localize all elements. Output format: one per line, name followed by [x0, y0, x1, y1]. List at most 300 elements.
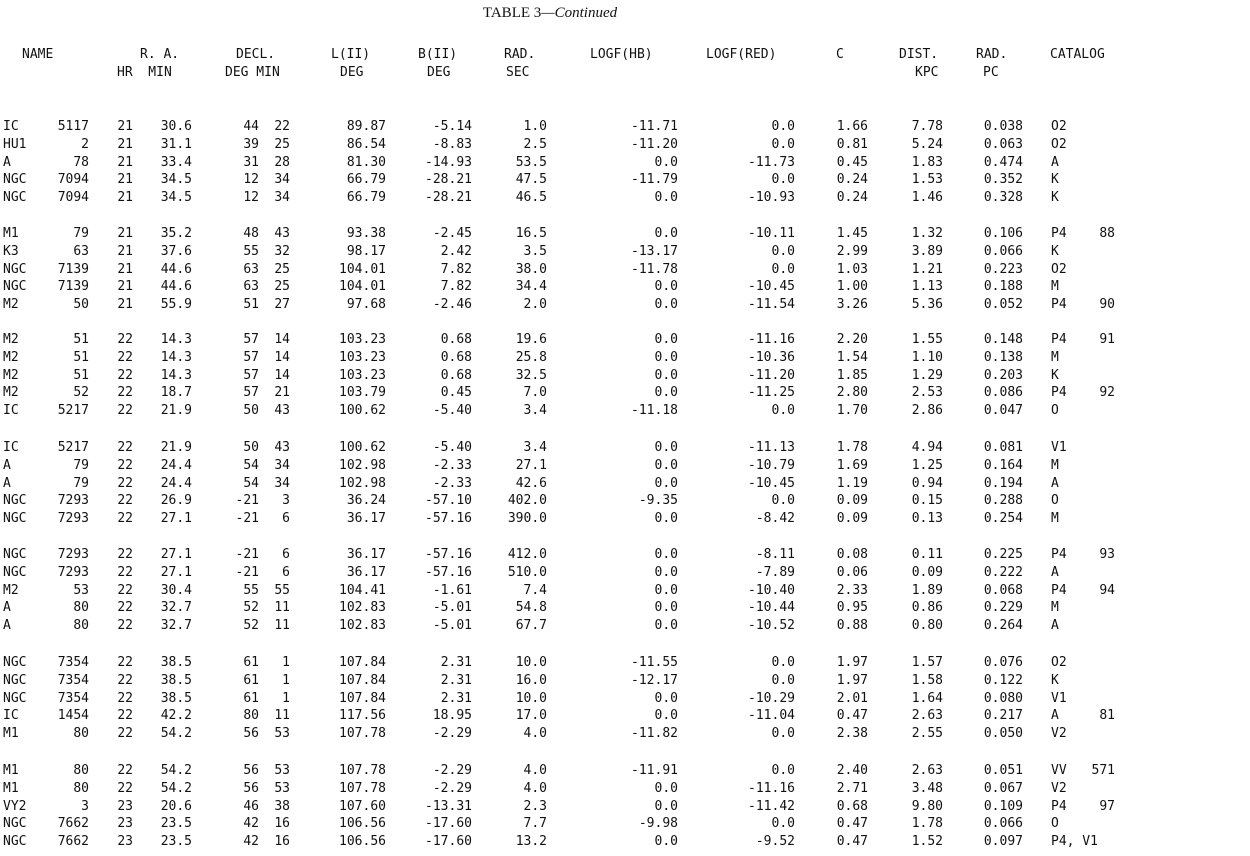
cell-l2-deg: 36.17	[346, 547, 386, 562]
cell-name-prefix: M1	[3, 763, 19, 778]
cell-name-number: 80	[73, 618, 89, 634]
cell-catalog: A	[1051, 708, 1059, 724]
cell-l2-deg: 107.84	[339, 655, 386, 670]
table-row	[0, 707, 1250, 724]
cell-b2-deg: 0.68	[440, 349, 472, 365]
header-rad-pc: RAD.	[976, 47, 1008, 62]
cell-name-number: 79	[73, 457, 89, 473]
cell-c: 2.38	[836, 726, 868, 742]
cell-rad-sec: 412.0	[507, 547, 547, 562]
cell-ra-hour: 22	[117, 763, 133, 778]
cell-decl-min: 34	[274, 475, 290, 491]
cell-catalog: K	[1051, 672, 1059, 688]
cell-ra-min: 18.7	[160, 385, 192, 401]
cell-logf-hb: 0.0	[654, 332, 678, 347]
cell-dist: 2.55	[911, 726, 943, 742]
cell-b2-deg: -57.16	[425, 547, 472, 562]
header-l2: L(II)	[331, 47, 371, 62]
cell-b2-deg: -2.46	[432, 297, 472, 313]
cell-name-prefix: NGC	[3, 493, 27, 509]
cell-logf-hb: 0.0	[654, 190, 678, 206]
cell-ra-hour: 22	[117, 367, 133, 383]
cell-ra-min: 38.5	[160, 672, 192, 688]
cell-b2-deg: -5.40	[432, 440, 472, 455]
cell-name-number: 7293	[57, 511, 89, 527]
cell-c: 1.97	[836, 655, 868, 670]
cell-logf-red: 0.0	[771, 119, 795, 134]
cell-c: 1.03	[836, 261, 868, 277]
cell-decl-deg: 56	[243, 763, 259, 778]
cell-catalog: K	[1051, 190, 1059, 206]
cell-ra-min: 14.3	[160, 332, 192, 347]
cell-rad-sec: 17.0	[515, 708, 547, 724]
cell-l2-deg: 103.79	[339, 385, 386, 401]
cell-catalog-ref: 92	[1099, 385, 1115, 401]
cell-rad-pc: 0.188	[983, 279, 1023, 295]
cell-logf-hb: -11.79	[631, 172, 678, 188]
cell-name-number: 3	[81, 798, 89, 814]
cell-logf-red: -11.54	[748, 297, 795, 313]
cell-rad-sec: 7.4	[523, 582, 547, 598]
cell-l2-deg: 104.01	[339, 261, 386, 277]
cell-rad-sec: 46.5	[515, 190, 547, 206]
cell-catalog-ref: 93	[1099, 547, 1115, 562]
cell-logf-red: -11.25	[748, 385, 795, 401]
cell-c: 0.24	[836, 172, 868, 188]
cell-catalog: O	[1051, 493, 1059, 509]
cell-name-prefix: NGC	[3, 547, 27, 562]
cell-name-number: 7354	[57, 690, 89, 706]
cell-decl-min: 1	[282, 672, 290, 688]
cell-decl-min: 28	[274, 154, 290, 170]
cell-rad-sec: 2.3	[523, 798, 547, 814]
cell-decl-min: 53	[274, 763, 290, 778]
cell-dist: 1.13	[911, 279, 943, 295]
cell-decl-deg: 50	[243, 403, 259, 419]
header-decl-units: DEG MIN	[225, 65, 280, 80]
cell-c: 1.66	[836, 119, 868, 134]
cell-ra-min: 27.1	[160, 547, 192, 562]
header-b2-units: DEG	[427, 65, 451, 80]
cell-l2-deg: 81.30	[346, 154, 386, 170]
cell-rad-pc: 0.223	[983, 261, 1023, 277]
cell-logf-red: 0.0	[771, 655, 795, 670]
cell-ra-hour: 21	[117, 243, 133, 259]
cell-decl-deg: 42	[243, 816, 259, 832]
cell-ra-hour: 21	[117, 136, 133, 152]
cell-ra-min: 30.4	[160, 582, 192, 598]
cell-decl-min: 53	[274, 780, 290, 796]
cell-ra-min: 27.1	[160, 564, 192, 580]
cell-rad-sec: 38.0	[515, 261, 547, 277]
cell-l2-deg: 102.98	[339, 475, 386, 491]
header-l2-units: DEG	[340, 65, 364, 80]
header-b2: B(II)	[418, 47, 458, 62]
cell-b2-deg: 0.45	[440, 385, 472, 401]
cell-logf-hb: 0.0	[654, 154, 678, 170]
cell-decl-deg: 61	[243, 672, 259, 688]
cell-logf-hb: 0.0	[654, 798, 678, 814]
cell-ra-hour: 23	[117, 816, 133, 832]
cell-name-number: 51	[73, 349, 89, 365]
cell-rad-pc: 0.050	[983, 726, 1023, 742]
cell-ra-min: 23.5	[160, 834, 192, 850]
cell-l2-deg: 36.17	[346, 511, 386, 527]
cell-c: 0.45	[836, 154, 868, 170]
cell-name-prefix: A	[3, 475, 11, 491]
cell-rad-pc: 0.138	[983, 349, 1023, 365]
cell-logf-red: 0.0	[771, 816, 795, 832]
cell-name-number: 79	[73, 226, 89, 241]
cell-catalog: V1	[1051, 690, 1067, 706]
cell-rad-pc: 0.254	[983, 511, 1023, 527]
cell-name-prefix: M1	[3, 226, 19, 241]
cell-dist: 0.94	[911, 475, 943, 491]
cell-dist: 1.64	[911, 690, 943, 706]
cell-catalog: A	[1051, 154, 1059, 170]
cell-logf-red: -10.40	[748, 582, 795, 598]
cell-name-prefix: K3	[3, 243, 19, 259]
cell-ra-hour: 21	[117, 190, 133, 206]
cell-l2-deg: 117.56	[339, 708, 386, 724]
cell-logf-red: 0.0	[771, 172, 795, 188]
cell-l2-deg: 107.84	[339, 690, 386, 706]
header-rad-sec-units: SEC	[506, 65, 530, 80]
table-row	[0, 492, 1250, 509]
header-c: C	[836, 47, 844, 62]
cell-b2-deg: 7.82	[440, 279, 472, 295]
cell-logf-hb: 0.0	[654, 708, 678, 724]
cell-decl-deg: 39	[243, 136, 259, 152]
cell-b2-deg: 7.82	[440, 261, 472, 277]
cell-l2-deg: 104.41	[339, 582, 386, 598]
cell-dist: 2.53	[911, 385, 943, 401]
cell-dist: 9.80	[911, 798, 943, 814]
table-row	[0, 349, 1250, 366]
cell-rad-sec: 16.0	[515, 672, 547, 688]
cell-catalog-ref: 571	[1091, 763, 1115, 778]
cell-name-prefix: M2	[3, 297, 19, 313]
cell-ra-min: 24.4	[160, 475, 192, 491]
cell-ra-hour: 22	[117, 780, 133, 796]
cell-rad-pc: 0.352	[983, 172, 1023, 188]
cell-name-number: 51	[73, 367, 89, 383]
cell-name-number: 7293	[57, 493, 89, 509]
cell-logf-red: 0.0	[771, 493, 795, 509]
cell-ra-hour: 21	[117, 119, 133, 134]
cell-dist: 1.55	[911, 332, 943, 347]
cell-decl-min: 27	[274, 297, 290, 313]
cell-c: 1.45	[836, 226, 868, 241]
cell-b2-deg: -17.60	[425, 834, 472, 850]
cell-name-number: 63	[73, 243, 89, 259]
cell-name-prefix: M2	[3, 349, 19, 365]
cell-dist: 3.89	[911, 243, 943, 259]
cell-rad-sec: 10.0	[515, 690, 547, 706]
cell-catalog-ref: 97	[1099, 798, 1115, 814]
cell-c: 0.81	[836, 136, 868, 152]
cell-decl-deg: 51	[243, 297, 259, 313]
table-row	[0, 762, 1250, 779]
cell-logf-hb: 0.0	[654, 457, 678, 473]
cell-ra-hour: 22	[117, 655, 133, 670]
cell-l2-deg: 102.83	[339, 618, 386, 634]
cell-name-number: 52	[73, 385, 89, 401]
cell-ra-min: 55.9	[160, 297, 192, 313]
cell-ra-hour: 22	[117, 726, 133, 742]
cell-logf-hb: 0.0	[654, 475, 678, 491]
cell-rad-pc: 0.148	[983, 332, 1023, 347]
cell-ra-min: 26.9	[160, 493, 192, 509]
cell-ra-min: 24.4	[160, 457, 192, 473]
cell-name-number: 7662	[57, 816, 89, 832]
cell-catalog: M	[1051, 600, 1059, 616]
cell-b2-deg: -2.45	[432, 226, 472, 241]
cell-name-number: 78	[73, 154, 89, 170]
cell-c: 0.47	[836, 816, 868, 832]
cell-ra-min: 44.6	[160, 279, 192, 295]
cell-logf-hb: 0.0	[654, 547, 678, 562]
cell-dist: 2.86	[911, 403, 943, 419]
cell-catalog: P4	[1051, 547, 1067, 562]
cell-b2-deg: 2.31	[440, 672, 472, 688]
cell-ra-min: 35.2	[160, 226, 192, 241]
cell-c: 0.06	[836, 564, 868, 580]
cell-logf-red: -9.52	[755, 834, 795, 850]
cell-logf-red: -11.04	[748, 708, 795, 724]
cell-rad-sec: 27.1	[515, 457, 547, 473]
cell-b2-deg: -8.83	[432, 136, 472, 152]
table-row	[0, 582, 1250, 599]
cell-l2-deg: 100.62	[339, 440, 386, 455]
cell-rad-pc: 0.066	[983, 243, 1023, 259]
cell-ra-min: 30.6	[160, 119, 192, 134]
cell-rad-sec: 7.7	[523, 816, 547, 832]
cell-logf-red: -10.11	[748, 226, 795, 241]
cell-l2-deg: 106.56	[339, 834, 386, 850]
cell-decl-deg: 44	[243, 119, 259, 134]
cell-catalog: O2	[1051, 119, 1067, 134]
cell-ra-min: 27.1	[160, 511, 192, 527]
cell-dist: 5.24	[911, 136, 943, 152]
cell-ra-min: 54.2	[160, 726, 192, 742]
table-row	[0, 457, 1250, 474]
cell-decl-min: 11	[274, 708, 290, 724]
cell-rad-pc: 0.288	[983, 493, 1023, 509]
cell-l2-deg: 36.24	[346, 493, 386, 509]
cell-decl-deg: -21	[235, 493, 259, 509]
cell-logf-red: -8.11	[755, 547, 795, 562]
cell-b2-deg: -13.31	[425, 798, 472, 814]
table-row	[0, 278, 1250, 295]
cell-catalog: O2	[1051, 136, 1067, 152]
cell-catalog-ref: 91	[1099, 332, 1115, 347]
cell-decl-min: 34	[274, 457, 290, 473]
cell-name-prefix: NGC	[3, 279, 27, 295]
cell-catalog: A	[1051, 618, 1059, 634]
cell-ra-hour: 22	[117, 582, 133, 598]
cell-rad-pc: 0.225	[983, 547, 1023, 562]
cell-name-number: 80	[73, 600, 89, 616]
cell-ra-hour: 22	[117, 708, 133, 724]
cell-c: 0.95	[836, 600, 868, 616]
cell-c: 2.33	[836, 582, 868, 598]
cell-rad-sec: 510.0	[507, 564, 547, 580]
cell-dist: 1.58	[911, 672, 943, 688]
table-title	[0, 5, 1100, 22]
cell-dist: 2.63	[911, 763, 943, 778]
cell-logf-red: -11.20	[748, 367, 795, 383]
cell-name-prefix: M2	[3, 385, 19, 401]
cell-c: 1.00	[836, 279, 868, 295]
table-row	[0, 296, 1250, 313]
cell-decl-deg: 57	[243, 332, 259, 347]
cell-decl-min: 22	[274, 119, 290, 134]
cell-logf-red: -10.79	[748, 457, 795, 473]
cell-decl-min: 16	[274, 834, 290, 850]
cell-ra-min: 42.2	[160, 708, 192, 724]
cell-c: 1.85	[836, 367, 868, 383]
cell-rad-pc: 0.038	[983, 119, 1023, 134]
cell-b2-deg: -14.93	[425, 154, 472, 170]
cell-rad-sec: 25.8	[515, 349, 547, 365]
cell-l2-deg: 98.17	[346, 243, 386, 259]
cell-c: 0.47	[836, 708, 868, 724]
cell-ra-min: 38.5	[160, 690, 192, 706]
cell-dist: 4.94	[911, 440, 943, 455]
cell-logf-hb: -13.17	[631, 243, 678, 259]
cell-rad-pc: 0.067	[983, 780, 1023, 796]
cell-rad-sec: 2.5	[523, 136, 547, 152]
cell-c: 2.40	[836, 763, 868, 778]
cell-dist: 0.86	[911, 600, 943, 616]
cell-decl-min: 1	[282, 690, 290, 706]
cell-l2-deg: 106.56	[339, 816, 386, 832]
cell-b2-deg: 0.68	[440, 332, 472, 347]
cell-dist: 1.46	[911, 190, 943, 206]
cell-b2-deg: -1.61	[432, 582, 472, 598]
cell-rad-sec: 402.0	[507, 493, 547, 509]
cell-logf-hb: 0.0	[654, 690, 678, 706]
cell-l2-deg: 66.79	[346, 172, 386, 188]
cell-dist: 1.53	[911, 172, 943, 188]
cell-catalog: VV	[1051, 763, 1067, 778]
cell-name-number: 7139	[57, 279, 89, 295]
cell-rad-sec: 54.8	[515, 600, 547, 616]
cell-logf-hb: 0.0	[654, 834, 678, 850]
cell-catalog: V2	[1051, 726, 1067, 742]
cell-decl-min: 25	[274, 136, 290, 152]
cell-decl-deg: 56	[243, 726, 259, 742]
cell-name-prefix: NGC	[3, 564, 27, 580]
cell-l2-deg: 104.01	[339, 279, 386, 295]
cell-ra-hour: 22	[117, 349, 133, 365]
cell-ra-min: 38.5	[160, 655, 192, 670]
table-row	[0, 331, 1250, 348]
cell-logf-red: -8.42	[755, 511, 795, 527]
cell-decl-deg: 56	[243, 780, 259, 796]
cell-name-number: 80	[73, 763, 89, 778]
cell-decl-deg: 55	[243, 243, 259, 259]
cell-c: 0.09	[836, 511, 868, 527]
header-dist: DIST.	[899, 47, 939, 62]
cell-l2-deg: 97.68	[346, 297, 386, 313]
cell-logf-hb: 0.0	[654, 367, 678, 383]
cell-decl-deg: 57	[243, 385, 259, 401]
cell-name-number: 7354	[57, 672, 89, 688]
cell-decl-min: 53	[274, 726, 290, 742]
cell-ra-hour: 22	[117, 547, 133, 562]
cell-catalog: A	[1051, 564, 1059, 580]
cell-catalog: M	[1051, 511, 1059, 527]
cell-decl-deg: -21	[235, 547, 259, 562]
cell-name-number: 7662	[57, 834, 89, 850]
cell-ra-min: 20.6	[160, 798, 192, 814]
cell-rad-pc: 0.047	[983, 403, 1023, 419]
cell-c: 0.08	[836, 547, 868, 562]
cell-dist: 1.83	[911, 154, 943, 170]
cell-l2-deg: 102.98	[339, 457, 386, 473]
cell-logf-hb: -11.20	[631, 136, 678, 152]
cell-logf-red: -10.93	[748, 190, 795, 206]
cell-logf-hb: 0.0	[654, 564, 678, 580]
cell-catalog: K	[1051, 367, 1059, 383]
cell-name-number: 7094	[57, 190, 89, 206]
cell-catalog: P4	[1051, 798, 1067, 814]
cell-ra-hour: 22	[117, 564, 133, 580]
header-rad-sec: RAD.	[504, 47, 536, 62]
cell-name-prefix: NGC	[3, 655, 27, 670]
cell-logf-red: -10.29	[748, 690, 795, 706]
cell-logf-red: -10.52	[748, 618, 795, 634]
cell-logf-red: -11.16	[748, 332, 795, 347]
cell-name-prefix: NGC	[3, 172, 27, 188]
cell-decl-deg: 52	[243, 600, 259, 616]
cell-catalog: V2	[1051, 780, 1067, 796]
cell-name-number: 5217	[57, 403, 89, 419]
table-row	[0, 189, 1250, 206]
cell-logf-red: -11.42	[748, 798, 795, 814]
cell-ra-min: 34.5	[160, 172, 192, 188]
table-row	[0, 564, 1250, 581]
cell-b2-deg: 18.95	[432, 708, 472, 724]
cell-b2-deg: -2.33	[432, 457, 472, 473]
cell-decl-min: 43	[274, 403, 290, 419]
cell-name-prefix: A	[3, 154, 11, 170]
cell-l2-deg: 102.83	[339, 600, 386, 616]
cell-logf-red: 0.0	[771, 672, 795, 688]
cell-decl-min: 16	[274, 816, 290, 832]
cell-rad-sec: 47.5	[515, 172, 547, 188]
cell-name-number: 80	[73, 780, 89, 796]
table-row	[0, 402, 1250, 419]
cell-catalog-ref: 94	[1099, 582, 1115, 598]
table-row	[0, 690, 1250, 707]
cell-dist: 0.13	[911, 511, 943, 527]
cell-logf-red: 0.0	[771, 403, 795, 419]
cell-c: 2.20	[836, 332, 868, 347]
table-row	[0, 367, 1250, 384]
cell-logf-hb: -11.91	[631, 763, 678, 778]
cell-logf-hb: -9.98	[638, 816, 678, 832]
cell-c: 0.09	[836, 493, 868, 509]
cell-c: 3.26	[836, 297, 868, 313]
cell-l2-deg: 86.54	[346, 136, 386, 152]
cell-b2-deg: 2.42	[440, 243, 472, 259]
cell-ra-min: 33.4	[160, 154, 192, 170]
cell-dist: 0.11	[911, 547, 943, 562]
cell-b2-deg: -57.16	[425, 511, 472, 527]
